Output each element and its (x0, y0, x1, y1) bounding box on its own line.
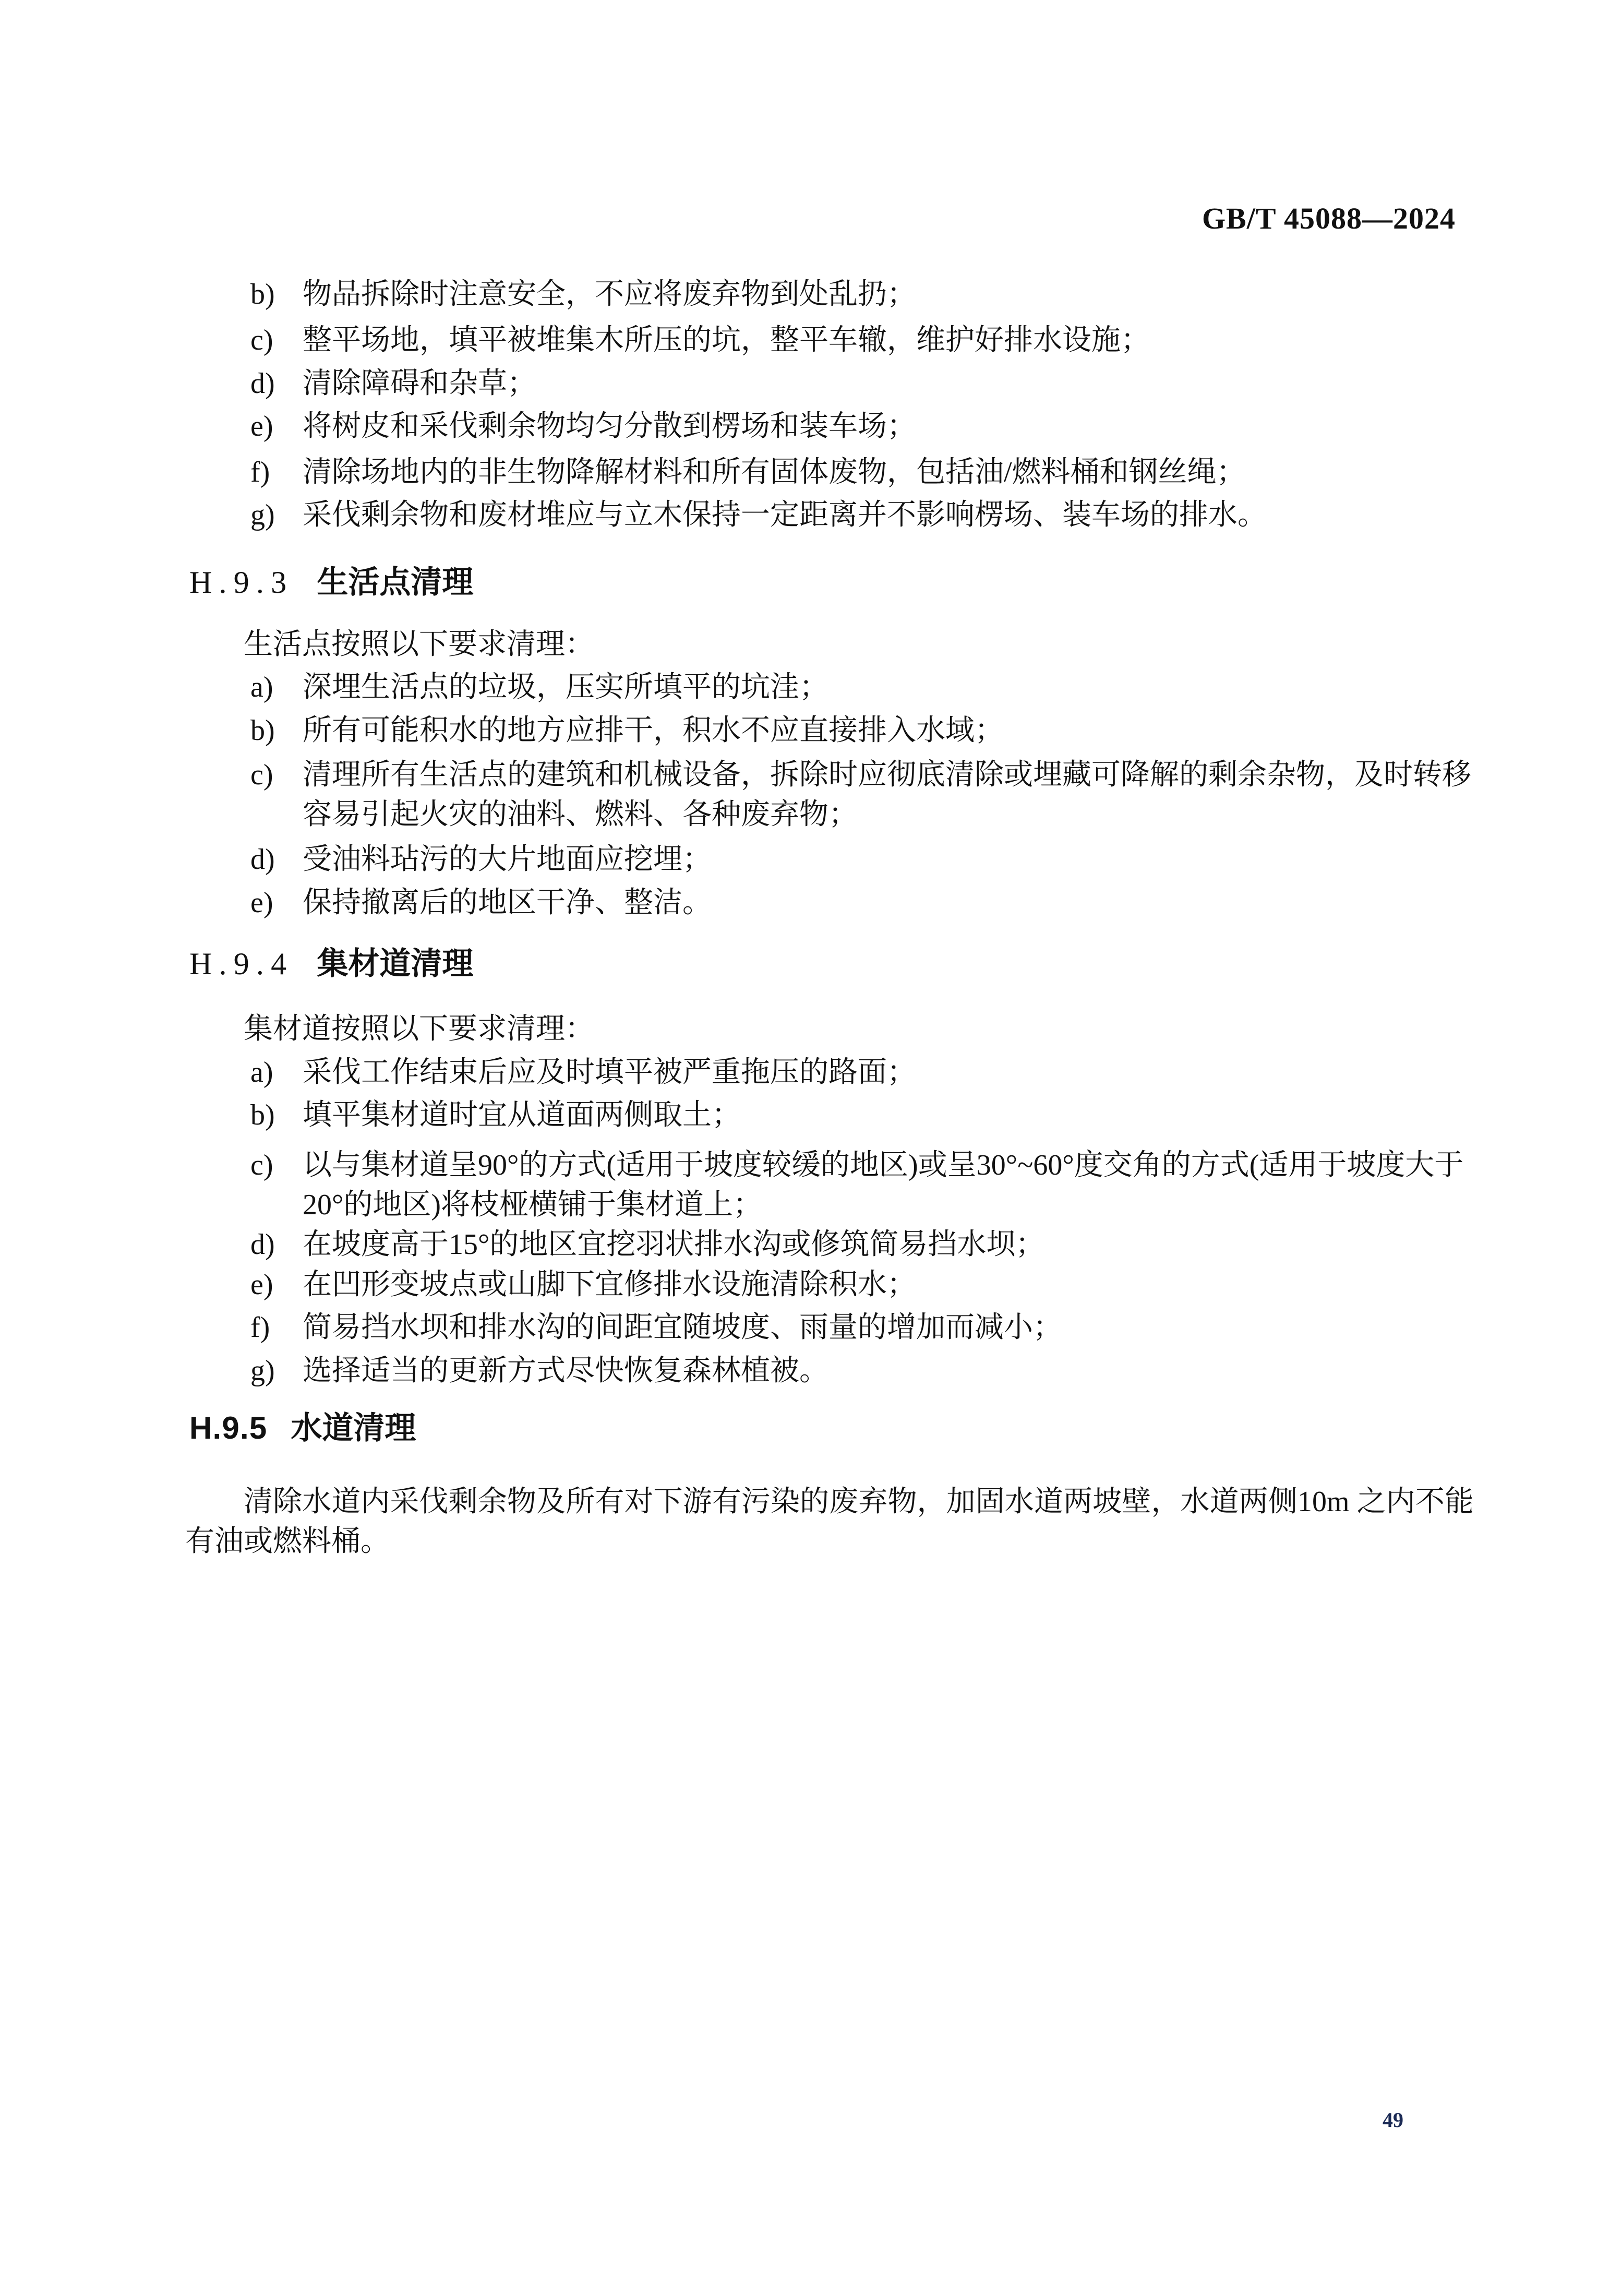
list-item (185, 1095, 1474, 1135)
list-item-text: 深埋生活点的垃圾，压实所填平的坑洼； (303, 671, 828, 703)
section-heading-h93 (189, 561, 473, 603)
list-item-marker: g) (250, 1355, 275, 1387)
list-item (185, 711, 1474, 750)
list-item-text: 采伐剩余物和废材堆应与立木保持一定距离并不影响楞场、装车场的排水。 (303, 499, 1267, 531)
list-item-marker: a) (250, 1056, 273, 1089)
list-item (185, 495, 1474, 535)
list-item-marker: d) (250, 843, 275, 876)
section-number: H.9.4 (189, 947, 294, 981)
list-item-text: 受油料玷污的大片地面应挖埋； (303, 843, 712, 876)
list-item-text: 物品拆除时注意安全，不应将废弃物到处乱扔； (303, 278, 916, 310)
list-item (185, 840, 1474, 879)
list-item (185, 883, 1474, 923)
section-number: H.9.3 (189, 565, 294, 600)
section-heading-h95 (189, 1407, 416, 1449)
list-item (185, 1145, 1474, 1225)
list-item-text: 清除障碍和杂草； (303, 367, 536, 400)
list-item (185, 667, 1474, 707)
list-item-marker: c) (250, 324, 273, 356)
list-item (185, 1225, 1474, 1264)
list-item (185, 452, 1474, 492)
page-content (185, 0, 1474, 2296)
list-item (185, 406, 1474, 446)
section-title: 水道清理 (291, 1410, 416, 1445)
list-item-marker: b) (250, 714, 275, 747)
list-item-marker: f) (250, 456, 270, 488)
section-paragraph: 清除水道内采伐剩余物及所有对下游有污染的废弃物，加固水道两坡壁，水道两侧10m 之内不能有油或燃料桶。 (185, 1486, 1474, 1558)
section-title: 生活点清理 (317, 565, 474, 600)
list-item-marker: e) (250, 1269, 273, 1301)
list-item-marker: b) (250, 278, 275, 310)
list-item-marker: d) (250, 1228, 275, 1261)
section-lead: 生活点按照以下要求清理： (244, 628, 594, 661)
list-item-marker: e) (250, 887, 273, 919)
doc-number-header: GB/T 45088—2024 (1202, 201, 1456, 235)
list-item-marker: g) (250, 499, 275, 531)
list-item-text: 整平场地，填平被堆集木所压的坑，整平车辙，维护好排水设施； (303, 324, 1150, 356)
list-item (185, 1351, 1474, 1391)
list-item-text: 以与集材道呈90°的方式(适用于坡度较缓的地区)或呈30°~60°度交角的方式(适用于坡度大于20°的地区)将枝桠横铺于集材道上； (303, 1149, 1464, 1221)
list-item-text: 保持撤离后的地区干净、整洁。 (303, 887, 712, 919)
list-item-text: 清除场地内的非生物降解材料和所有固体废物，包括油/燃料桶和钢丝绳； (303, 456, 1246, 488)
section-lead: 集材道按照以下要求清理： (244, 1013, 594, 1045)
section-heading-h94 (189, 943, 473, 985)
list-item-marker: d) (250, 367, 275, 400)
list-item (185, 755, 1474, 834)
list-item-text: 在坡度高于15°的地区宜挖羽状排水沟或修筑简易挡水坝； (303, 1228, 1045, 1261)
list-item (185, 364, 1474, 403)
page-number: 49 (1383, 2108, 1403, 2132)
list-item (185, 1265, 1474, 1305)
list-item-text: 清理所有生活点的建筑和机械设备，拆除时应彻底清除或埋藏可降解的剩余杂物，及时转移容易引起火灾的油料、燃料、各种废弃物； (303, 759, 1471, 831)
list-item (185, 1308, 1474, 1347)
list-item-text: 将树皮和采伐剩余物均匀分散到楞场和装车场； (303, 410, 916, 443)
list-item-marker: b) (250, 1099, 275, 1131)
list-item-marker: f) (250, 1311, 270, 1344)
section-number: H.9.5 (189, 1410, 268, 1445)
list-item-text: 简易挡水坝和排水沟的间距宜随坡度、雨量的增加而减小； (303, 1311, 1062, 1344)
list-item-marker: c) (250, 1149, 273, 1181)
list-item-marker: e) (250, 410, 273, 443)
list-item-text: 采伐工作结束后应及时填平被严重拖压的路面； (303, 1056, 916, 1089)
list-item (185, 320, 1474, 360)
list-item-marker: a) (250, 671, 273, 703)
list-item-text: 所有可能积水的地方应排干，积水不应直接排入水域； (303, 714, 1004, 747)
list-item (185, 1053, 1474, 1092)
list-item-text: 填平集材道时宜从道面两侧取土； (303, 1099, 741, 1131)
list-item-marker: c) (250, 759, 273, 791)
list-item-text: 选择适当的更新方式尽快恢复森林植被。 (303, 1355, 828, 1387)
list-item-text: 在凹形变坡点或山脚下宜修排水设施清除积水； (303, 1269, 916, 1301)
section-title: 集材道清理 (317, 946, 474, 981)
list-item (185, 274, 1474, 314)
